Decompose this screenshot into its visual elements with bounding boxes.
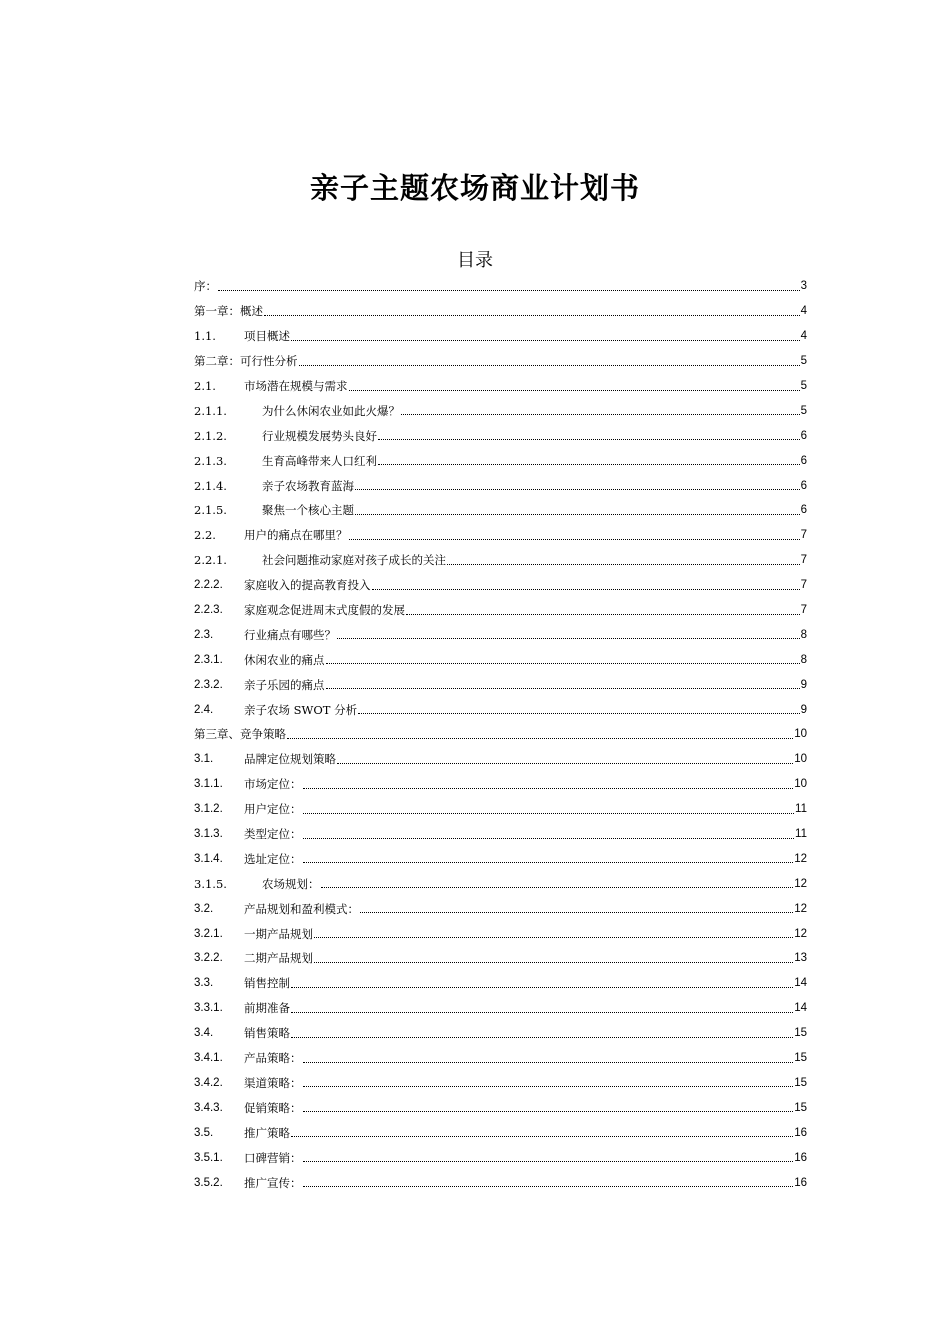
toc-entry[interactable] (194, 374, 807, 399)
toc-entry-page-number: 7 (800, 579, 807, 592)
toc-dot-leader (378, 425, 800, 440)
toc-entry-page-number: 10 (794, 728, 807, 741)
toc-dot-leader (378, 450, 800, 465)
toc-entry[interactable] (194, 647, 807, 672)
toc-entry-page-number: 9 (800, 678, 807, 691)
toc-entry-number: 2.1.3. (194, 453, 227, 468)
toc-entry[interactable] (194, 822, 807, 847)
toc-dot-leader (291, 998, 793, 1013)
toc-entry[interactable] (194, 1046, 807, 1071)
toc-entry-label: 市场定位： (244, 777, 302, 792)
toc-entry[interactable] (194, 398, 807, 423)
toc-dot-leader (291, 1122, 793, 1137)
toc-dot-leader (291, 326, 800, 341)
toc-entry[interactable] (194, 274, 807, 299)
toc-entry[interactable] (194, 1170, 807, 1195)
toc-entry-label: 行业规模发展势头良好 (262, 428, 377, 443)
toc-entry-number: 3.1.4. (194, 852, 223, 865)
toc-dot-leader (264, 301, 800, 316)
toc-entry-page-number: 7 (800, 604, 807, 617)
toc-entry-page-number: 16 (794, 1126, 807, 1139)
toc-entry-label: 口碑营销： (244, 1150, 302, 1165)
toc-entry-number: 2.1.2. (194, 428, 227, 443)
toc-entry-page-number: 4 (800, 330, 807, 343)
toc-entry-page-number: 5 (800, 380, 807, 392)
toc-dot-leader (291, 973, 793, 988)
toc-entry-page-number: 5 (800, 404, 807, 417)
toc-dot-leader (303, 799, 795, 814)
toc-entry-label: 渠道策略： (244, 1075, 302, 1090)
toc-dot-leader (314, 948, 793, 963)
toc-entry[interactable] (194, 946, 807, 971)
toc-entry-number: 3.1.3. (194, 828, 223, 841)
toc-entry-number: 2.3.2. (194, 678, 223, 691)
toc-dot-leader (372, 575, 800, 590)
toc-dot-leader (360, 898, 793, 913)
toc-entry[interactable] (194, 846, 807, 871)
toc-entry-label: 休闲农业的痛点 (244, 652, 325, 667)
toc-dot-leader (303, 1048, 794, 1063)
toc-dot-leader (303, 1072, 794, 1087)
toc-entry-number: 3.5.1. (194, 1151, 223, 1164)
toc-entry[interactable] (194, 871, 807, 896)
toc-dot-leader (287, 724, 793, 739)
toc-entry-page-number: 12 (794, 902, 807, 915)
toc-entry-page-number: 14 (794, 1002, 807, 1015)
toc-entry[interactable] (194, 921, 807, 946)
toc-entry-number: 2.2.2. (194, 579, 223, 592)
toc-entry-page-number: 15 (794, 1101, 807, 1114)
toc-entry-label: 推广宣传： (244, 1175, 302, 1190)
toc-dot-leader (303, 1147, 794, 1162)
page-title: 亲子主题农场商业计划书 (309, 171, 640, 205)
toc-entry-page-number: 15 (794, 1027, 807, 1040)
table-of-contents (194, 274, 807, 1195)
toc-entry[interactable] (194, 971, 807, 996)
toc-dot-leader (349, 376, 800, 391)
toc-dot-leader (406, 600, 800, 615)
toc-entry-page-number: 4 (800, 305, 807, 318)
toc-entry-number: 1.1. (194, 329, 216, 344)
toc-dot-leader (401, 400, 800, 415)
toc-entry-number: 3.5.2. (194, 1176, 223, 1189)
toc-entry-page-number: 5 (800, 355, 807, 368)
toc-entry-page-number: 6 (800, 429, 807, 442)
toc-entry-number: 2.2. (194, 528, 216, 543)
toc-entry[interactable] (194, 747, 807, 772)
toc-entry-page-number: 15 (794, 1076, 807, 1089)
toc-entry[interactable] (194, 448, 807, 473)
toc-entry-label: 一期产品规划 (244, 926, 313, 941)
toc-entry[interactable] (194, 672, 807, 697)
toc-dot-leader (447, 550, 800, 565)
toc-entry-page-number: 13 (794, 952, 807, 965)
toc-entry-page-number: 10 (794, 753, 807, 766)
toc-entry[interactable] (194, 722, 807, 747)
toc-dot-leader (291, 1023, 793, 1038)
toc-entry-label: 推广策略 (244, 1125, 290, 1140)
toc-entry-number: 3.4.1. (194, 1052, 223, 1065)
toc-entry-page-number: 16 (794, 1151, 807, 1164)
toc-entry[interactable] (194, 498, 807, 523)
toc-dot-leader (337, 749, 793, 764)
toc-entry-number: 2.1.5. (194, 503, 227, 518)
toc-entry-label: 二期产品规划 (244, 951, 313, 966)
toc-entry[interactable] (194, 349, 807, 374)
toc-entry-page-number: 12 (794, 852, 807, 865)
toc-entry[interactable] (194, 772, 807, 797)
toc-entry-number: 2.3.1. (194, 653, 223, 666)
toc-entry-page-number: 11 (795, 828, 807, 841)
toc-entry-label: 前期准备 (244, 1001, 290, 1016)
toc-entry-label: 亲子农场教育蓝海 (262, 478, 354, 493)
toc-entry-label: 生育高峰带来人口红利 (262, 453, 377, 468)
toc-entry-label: 项目概述 (244, 329, 290, 344)
toc-entry-label: 销售控制 (244, 976, 290, 991)
toc-entry-number: 2.1.4. (194, 478, 227, 493)
toc-entry-page-number: 10 (794, 778, 807, 791)
toc-entry-page-number: 12 (794, 927, 807, 940)
toc-entry-label: 第一章：概述 (194, 304, 263, 319)
toc-entry-number: 3.2.1. (194, 927, 223, 940)
toc-entry-number: 2.2.1. (194, 553, 227, 568)
toc-entry-label: 社会问题推动家庭对孩子成长的关注 (262, 553, 446, 568)
toc-entry-label: 产品规划和盈利模式： (244, 901, 359, 916)
toc-entry[interactable] (194, 1145, 807, 1170)
toc-entry-page-number: 6 (800, 454, 807, 467)
toc-entry[interactable] (194, 1095, 807, 1120)
toc-dot-leader (303, 824, 795, 839)
toc-dot-leader (326, 649, 800, 664)
toc-entry-page-number: 8 (800, 653, 807, 666)
toc-dot-leader (321, 873, 794, 888)
toc-entry-page-number: 12 (794, 877, 807, 890)
toc-entry-label: 类型定位： (244, 827, 302, 842)
toc-entry[interactable] (194, 996, 807, 1021)
toc-dot-leader (358, 699, 799, 714)
toc-entry-label: 用户的痛点在哪里？ (244, 528, 348, 543)
toc-entry-number: 2.3. (194, 628, 214, 641)
toc-dot-leader (314, 923, 793, 938)
toc-entry-label: 促销策略： (244, 1100, 302, 1115)
toc-heading: 目录 (457, 250, 493, 271)
toc-dot-leader (303, 848, 794, 863)
toc-dot-leader (303, 1097, 794, 1112)
toc-entry[interactable] (194, 622, 807, 647)
toc-entry-label: 选址定位： (244, 851, 302, 866)
toc-entry-number: 3.1.5. (194, 876, 227, 891)
toc-entry[interactable] (194, 1120, 807, 1145)
toc-entry-label: 品牌定位规划策略 (244, 752, 336, 767)
toc-entry-number: 2.2.3. (194, 604, 223, 617)
toc-entry-page-number: 6 (800, 479, 807, 492)
toc-entry-page-number: 16 (794, 1176, 807, 1189)
toc-entry[interactable] (194, 324, 807, 349)
toc-entry-label: 家庭观念促进周末式度假的发展 (244, 603, 405, 618)
toc-entry[interactable] (194, 598, 807, 623)
toc-entry-page-number: 7 (800, 554, 807, 567)
toc-entry-label: 市场潜在规模与需求 (244, 379, 348, 393)
toc-entry-number: 2.1. (194, 379, 216, 393)
toc-entry-number: 3.1.1. (194, 778, 223, 791)
toc-entry-label: 销售策略 (244, 1026, 290, 1041)
toc-entry-number: 3.4.2. (194, 1076, 223, 1089)
toc-entry-page-number: 6 (800, 504, 807, 517)
toc-entry[interactable] (194, 523, 807, 548)
toc-entry[interactable] (194, 1021, 807, 1046)
toc-entry-number: 3.3. (194, 977, 214, 990)
toc-dot-leader (355, 475, 800, 490)
toc-entry[interactable] (194, 896, 807, 921)
toc-entry-number: 3.2.2. (194, 952, 223, 965)
toc-entry-number: 3.5. (194, 1126, 214, 1139)
toc-entry-page-number: 8 (800, 628, 807, 641)
toc-dot-leader (218, 276, 800, 291)
toc-entry-page-number: 9 (800, 703, 807, 716)
toc-dot-leader (337, 624, 800, 639)
toc-entry-number: 3.1.2. (194, 803, 223, 816)
toc-entry-label: 第二章：可行性分析 (194, 354, 298, 369)
toc-dot-leader (303, 1172, 794, 1187)
toc-dot-leader (299, 351, 800, 366)
toc-entry-label: 第三章、竞争策略 (194, 727, 286, 742)
toc-entry-number: 3.2. (194, 902, 214, 915)
toc-entry-page-number: 11 (795, 803, 807, 816)
toc-entry[interactable] (194, 1071, 807, 1096)
toc-entry[interactable] (194, 548, 807, 573)
toc-entry-label: 聚焦一个核心主题 (262, 503, 354, 518)
toc-entry-number: 3.4.3. (194, 1101, 223, 1114)
toc-entry-label: 亲子乐园的痛点 (244, 677, 325, 692)
toc-entry-label: 产品策略： (244, 1051, 302, 1066)
toc-entry[interactable] (194, 697, 807, 722)
toc-entry-number: 3.3.1. (194, 1002, 223, 1015)
toc-entry-number: 2.1.1. (194, 403, 227, 418)
toc-entry-label: 序： (194, 279, 217, 294)
toc-entry[interactable] (194, 797, 807, 822)
toc-entry-label: 农场规划： (262, 876, 320, 891)
toc-dot-leader (303, 774, 794, 789)
toc-dot-leader (355, 500, 800, 515)
toc-entry-page-number: 14 (794, 977, 807, 990)
toc-dot-leader (349, 525, 800, 540)
toc-entry-label: 亲子农场 SWOT 分析 (244, 702, 358, 717)
toc-entry-label: 为什么休闲农业如此火爆？ (262, 403, 400, 418)
toc-entry[interactable] (194, 573, 807, 598)
toc-entry-page-number: 15 (794, 1052, 807, 1065)
toc-entry[interactable] (194, 473, 807, 498)
toc-entry-label: 家庭收入的提高教育投入 (244, 578, 371, 593)
toc-entry-number: 2.4. (194, 703, 214, 716)
toc-entry[interactable] (194, 299, 807, 324)
toc-entry-label: 用户定位： (244, 802, 302, 817)
toc-dot-leader (326, 674, 800, 689)
toc-entry-label: 行业痛点有哪些？ (244, 627, 336, 642)
toc-entry-number: 3.4. (194, 1027, 214, 1040)
toc-entry-page-number: 7 (800, 529, 807, 542)
toc-entry-number: 3.1. (194, 753, 214, 766)
toc-entry-page-number: 3 (800, 280, 807, 293)
toc-entry[interactable] (194, 423, 807, 448)
